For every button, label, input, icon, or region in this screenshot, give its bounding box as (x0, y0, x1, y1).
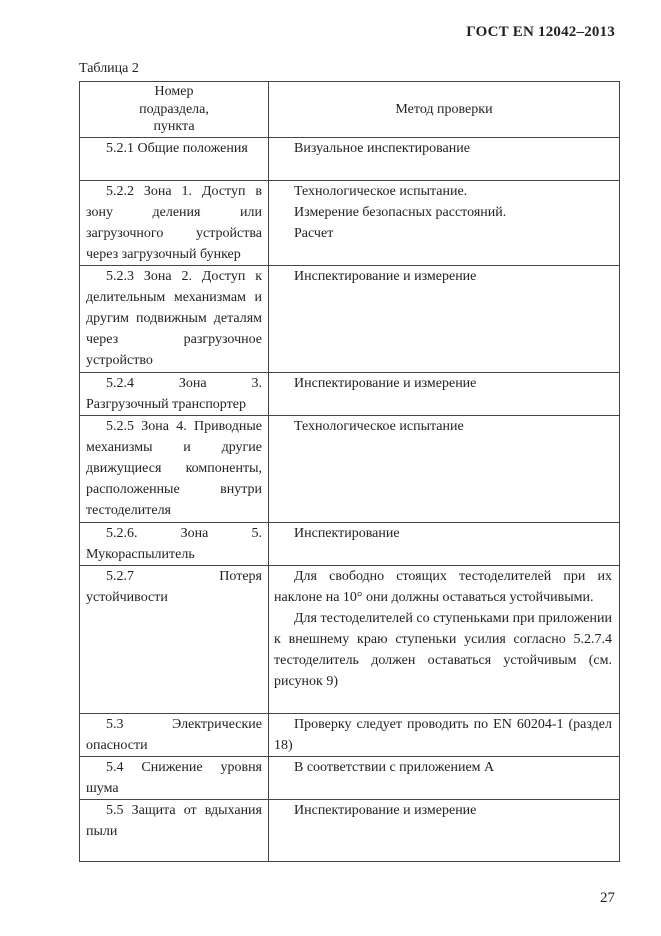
subsection-cell: 5.2.7 Потеря устойчивости (86, 569, 262, 605)
subsection-cell: 5.2.6. Зона 5. Мукораспылитель (86, 526, 262, 562)
method-cell: Инспектирование и измерение (294, 376, 477, 391)
method-paragraph: Для тестоделителей со ступеньками при приложении к внешнему краю ступеньки усилия согласно 5.2.7.4 тестоделитель должен оставаться устойчивым (см. рисунок 9) (274, 611, 612, 689)
table-row (80, 266, 620, 373)
column-header-subsection (80, 82, 269, 138)
header-line: пункта (153, 119, 195, 135)
table-header-row (80, 82, 620, 138)
method-cell: Инспектирование и измерение (294, 269, 477, 284)
table-row (80, 181, 620, 266)
method-cell: В соответствии с приложением А (294, 760, 495, 775)
header-line: подраздела, (139, 101, 209, 117)
subsection-cell: 5.2.2 Зона 1. Доступ в зону деления или загрузочного устройства через загрузочный бункер (86, 184, 262, 262)
subsection-cell: 5.3 Электрические опасности (86, 717, 262, 753)
subsection-cell: 5.2.4 Зона 3. Разгрузочный транспортер (86, 376, 262, 412)
subsection-cell: 5.4 Снижение уровня шума (86, 760, 262, 796)
table-row (80, 800, 620, 862)
document-title: ГОСТ EN 12042–2013 (466, 24, 615, 40)
table-row (80, 714, 620, 757)
method-cell: Технологическое испытание (294, 419, 464, 434)
subsection-cell: 5.2.3 Зона 2. Доступ к делительным механизмам и другим подвижным деталям через разгрузочное устройство (86, 269, 262, 368)
page-number: 27 (600, 890, 615, 906)
method-cell: Инспектирование и измерение (294, 803, 477, 818)
table-row (80, 416, 620, 523)
method-cell: Визуальное инспектирование (294, 141, 470, 156)
verification-table (79, 81, 620, 862)
method-paragraph: Для свободно стоящих тестоделителей при их наклоне на 10° они должны оставаться устойчивыми. (274, 569, 612, 605)
table-row (80, 757, 620, 800)
subsection-cell: 5.5 Защита от вдыхания пыли (86, 803, 262, 839)
subsection-cell: 5.2.5 Зона 4. Приводные механизмы и другие движущиеся компоненты, расположенные внутри тестоделителя (86, 419, 262, 518)
table-caption: Таблица 2 (79, 61, 139, 76)
subsection-cell: 5.2.1 Общие положения (106, 141, 248, 156)
header-line: Номер (154, 84, 194, 100)
table-row (80, 566, 620, 714)
method-line: Измерение безопасных расстояний. (294, 205, 507, 220)
method-line: Технологическое испытание. (294, 184, 468, 199)
method-cell: Инспектирование (294, 526, 400, 541)
method-line: Расчет (294, 226, 334, 241)
table-row (80, 373, 620, 416)
table-row (80, 523, 620, 566)
method-cell: Проверку следует проводить по EN 60204-1 (раздел 18) (274, 717, 612, 753)
column-header-method: Метод проверки (269, 82, 620, 138)
table-row (80, 138, 620, 181)
